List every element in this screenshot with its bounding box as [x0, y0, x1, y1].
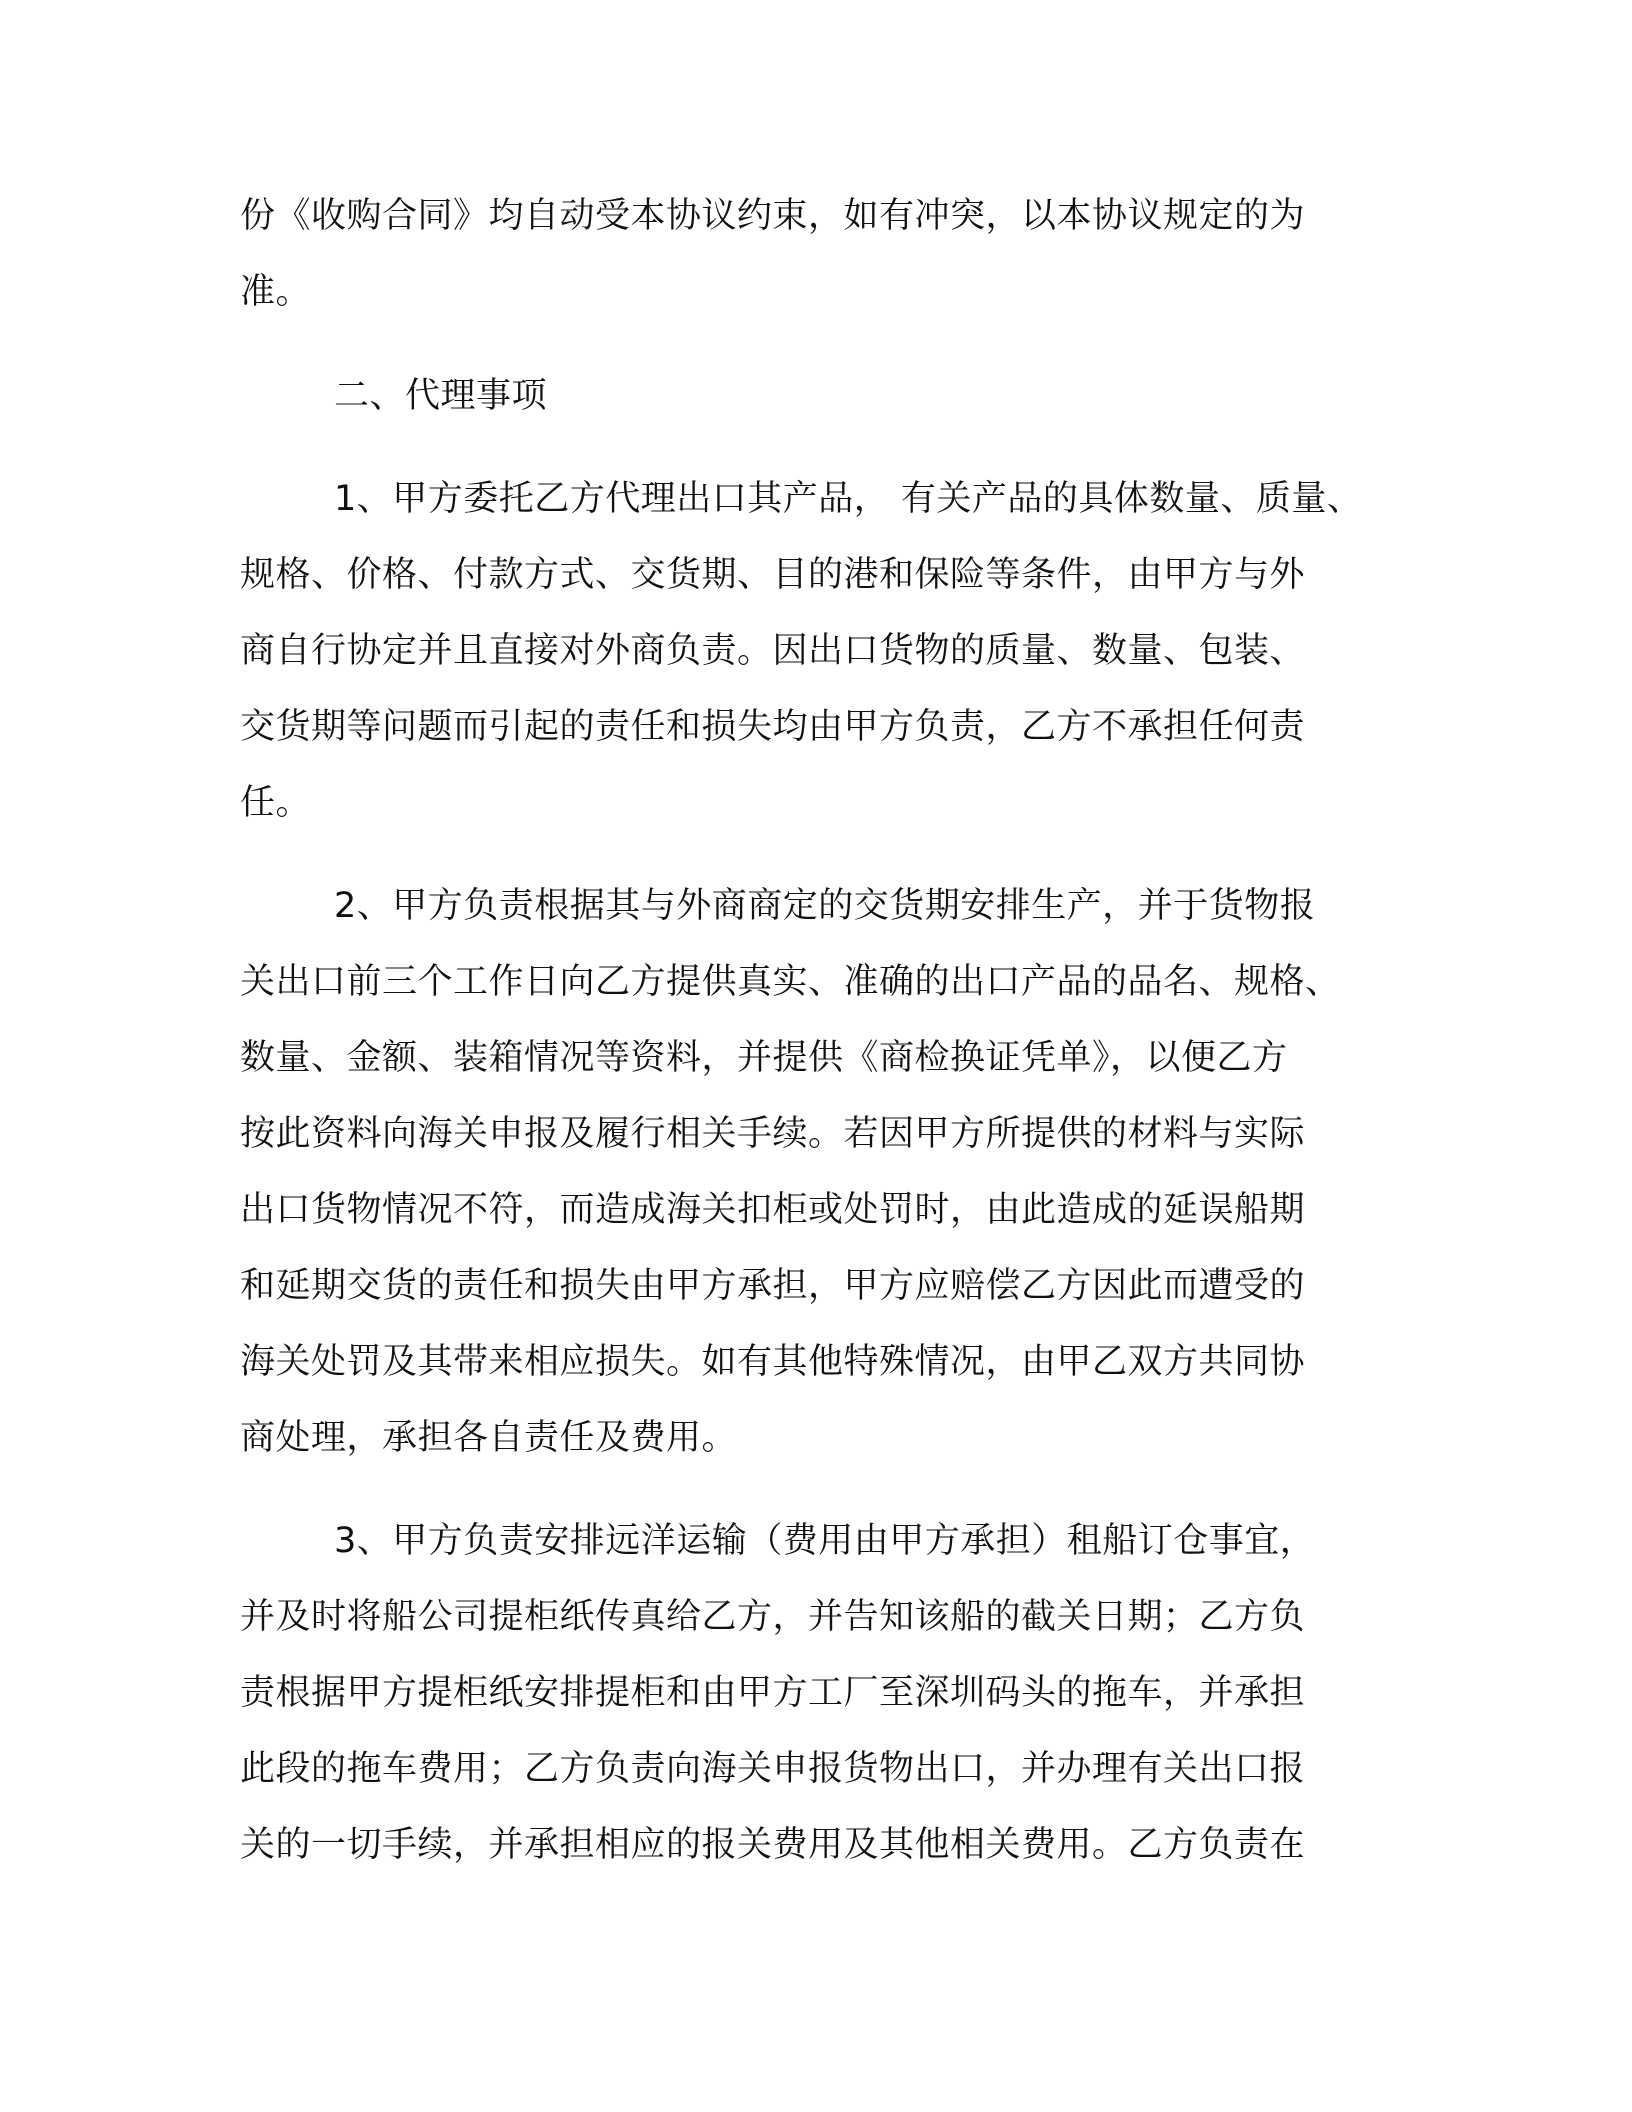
text-line: 和延期交货的责任和损失由甲方承担，甲方应赔偿乙方因此而遭受的	[240, 1266, 1306, 1306]
text-line: 1、甲方委托乙方代理出口其产品， 有关产品的具体数量、质量、	[334, 479, 1363, 519]
text-line: 商处理，承担各自责任及费用。	[240, 1418, 738, 1458]
text-line: 数量、金额、装箱情况等资料，并提供《商检换证凭单》，以便乙方	[240, 1038, 1288, 1078]
text-line: 2、甲方负责根据其与外商商定的交货期安排生产，并于货物报	[334, 886, 1316, 926]
text-line: 份《收购合同》均自动受本协议约束，如有冲突，以本协议规定的为	[240, 196, 1306, 236]
text-line: 准。	[240, 272, 312, 312]
text-line: 关的一切手续，并承担相应的报关费用及其他相关费用。乙方负责在	[240, 1825, 1306, 1865]
text-line: 出口货物情况不符，而造成海关扣柜或处罚时，由此造成的延误船期	[240, 1190, 1306, 1230]
text-line: 海关处罚及其带来相应损失。如有其他特殊情况，由甲乙双方共同协	[240, 1342, 1306, 1382]
text-line: 关出口前三个工作日向乙方提供真实、准确的出口产品的品名、规格、	[240, 962, 1341, 1002]
text-line: 任。	[240, 783, 312, 823]
text-line: 按此资料向海关申报及履行相关手续。若因甲方所提供的材料与实际	[240, 1114, 1306, 1154]
text-line: 规格、价格、付款方式、交货期、目的港和保险等条件，由甲方与外	[240, 555, 1306, 595]
text-line: 此段的拖车费用；乙方负责向海关申报货物出口，并办理有关出口报	[240, 1749, 1306, 1789]
text-line: 交货期等问题而引起的责任和损失均由甲方负责，乙方不承担任何责	[240, 707, 1306, 747]
text-line: 并及时将船公司提柜纸传真给乙方，并告知该船的截关日期；乙方负	[240, 1597, 1306, 1637]
section-heading: 二、代理事项	[334, 376, 548, 416]
text-line: 责根据甲方提柜纸安排提柜和由甲方工厂至深圳码头的拖车，并承担	[240, 1673, 1306, 1713]
text-line: 3、甲方负责安排远洋运输（费用由甲方承担）租船订仓事宜，	[334, 1521, 1316, 1561]
text-line: 商自行协定并且直接对外商负责。因出口货物的质量、数量、包装、	[240, 631, 1306, 671]
